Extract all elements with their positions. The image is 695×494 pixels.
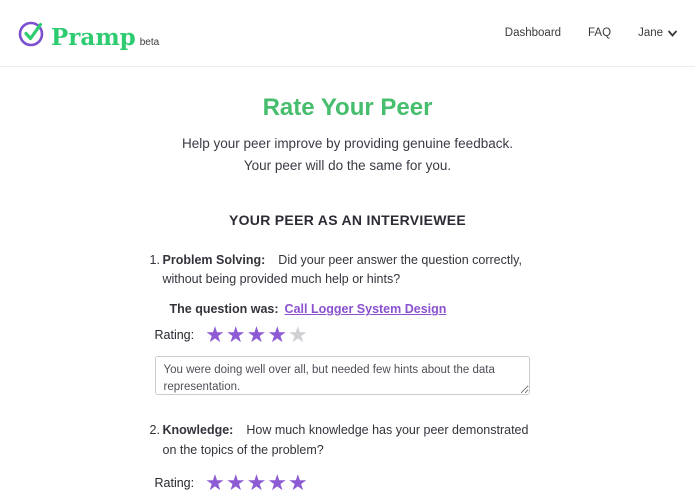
star-icon[interactable]: ★ bbox=[288, 470, 309, 494]
star-icon[interactable]: ★ bbox=[205, 470, 226, 494]
question-2-prompt: How much knowledge has your peer demonstrated on the topics of the problem? bbox=[162, 423, 529, 457]
star-icon[interactable]: ★ bbox=[267, 322, 289, 348]
question-1-text bbox=[150, 251, 546, 290]
beta-label: beta bbox=[139, 36, 160, 48]
star-icon[interactable]: ★ bbox=[225, 322, 247, 348]
question-1-number: 1. bbox=[149, 252, 160, 267]
feedback-form bbox=[150, 94, 546, 494]
nav-faq[interactable]: FAQ bbox=[588, 27, 612, 39]
question-link[interactable]: Call Logger System Design bbox=[284, 302, 447, 317]
star-icon[interactable]: ★ bbox=[267, 470, 289, 494]
chevron-down-icon bbox=[668, 30, 677, 37]
question-was-label: The question was: bbox=[169, 302, 279, 317]
rating-label: Rating: bbox=[154, 328, 195, 343]
subtitle-line-2: Your peer will do the same for you. bbox=[243, 157, 452, 173]
star-icon[interactable]: ★ bbox=[246, 322, 268, 348]
rating-row-2 bbox=[155, 472, 546, 494]
star-icon[interactable]: ★ bbox=[225, 470, 247, 494]
star-rating-2[interactable] bbox=[205, 472, 309, 494]
top-nav bbox=[478, 27, 677, 39]
question-block-2 bbox=[150, 421, 546, 494]
question-1-prompt: Did your peer answer the question correctly, without being provided much help or hints? bbox=[162, 252, 522, 287]
nav-user-menu[interactable] bbox=[638, 27, 677, 39]
page-subtitle bbox=[150, 133, 546, 177]
rating-label: Rating: bbox=[154, 476, 195, 491]
question-2-number: 2. bbox=[149, 423, 160, 438]
nav-dashboard[interactable]: Dashboard bbox=[504, 27, 562, 39]
question-2-text bbox=[150, 421, 546, 460]
question-block-1 bbox=[150, 251, 546, 396]
star-icon[interactable]: ★ bbox=[246, 470, 268, 494]
star-icon[interactable]: ★ bbox=[205, 322, 226, 348]
subtitle-line-1: Help your peer improve by providing genuine feedback. bbox=[182, 136, 513, 151]
check-circle-icon bbox=[17, 18, 47, 48]
page-title: Rate Your Peer bbox=[262, 94, 433, 121]
rating-row-1 bbox=[155, 324, 546, 346]
star-icon[interactable]: ★ bbox=[288, 322, 309, 348]
brand-name: Pramp bbox=[51, 23, 136, 51]
question-reference bbox=[170, 302, 546, 316]
section-heading: YOUR PEER AS AN INTERVIEWEE bbox=[228, 211, 467, 228]
star-rating-1[interactable] bbox=[205, 324, 309, 346]
pramp-logo[interactable] bbox=[17, 18, 159, 49]
feedback-textarea[interactable] bbox=[155, 356, 530, 395]
user-name: Jane bbox=[638, 27, 663, 39]
question-1-category: Problem Solving: bbox=[162, 252, 266, 267]
header bbox=[0, 0, 695, 67]
question-2-category: Knowledge: bbox=[162, 423, 234, 438]
